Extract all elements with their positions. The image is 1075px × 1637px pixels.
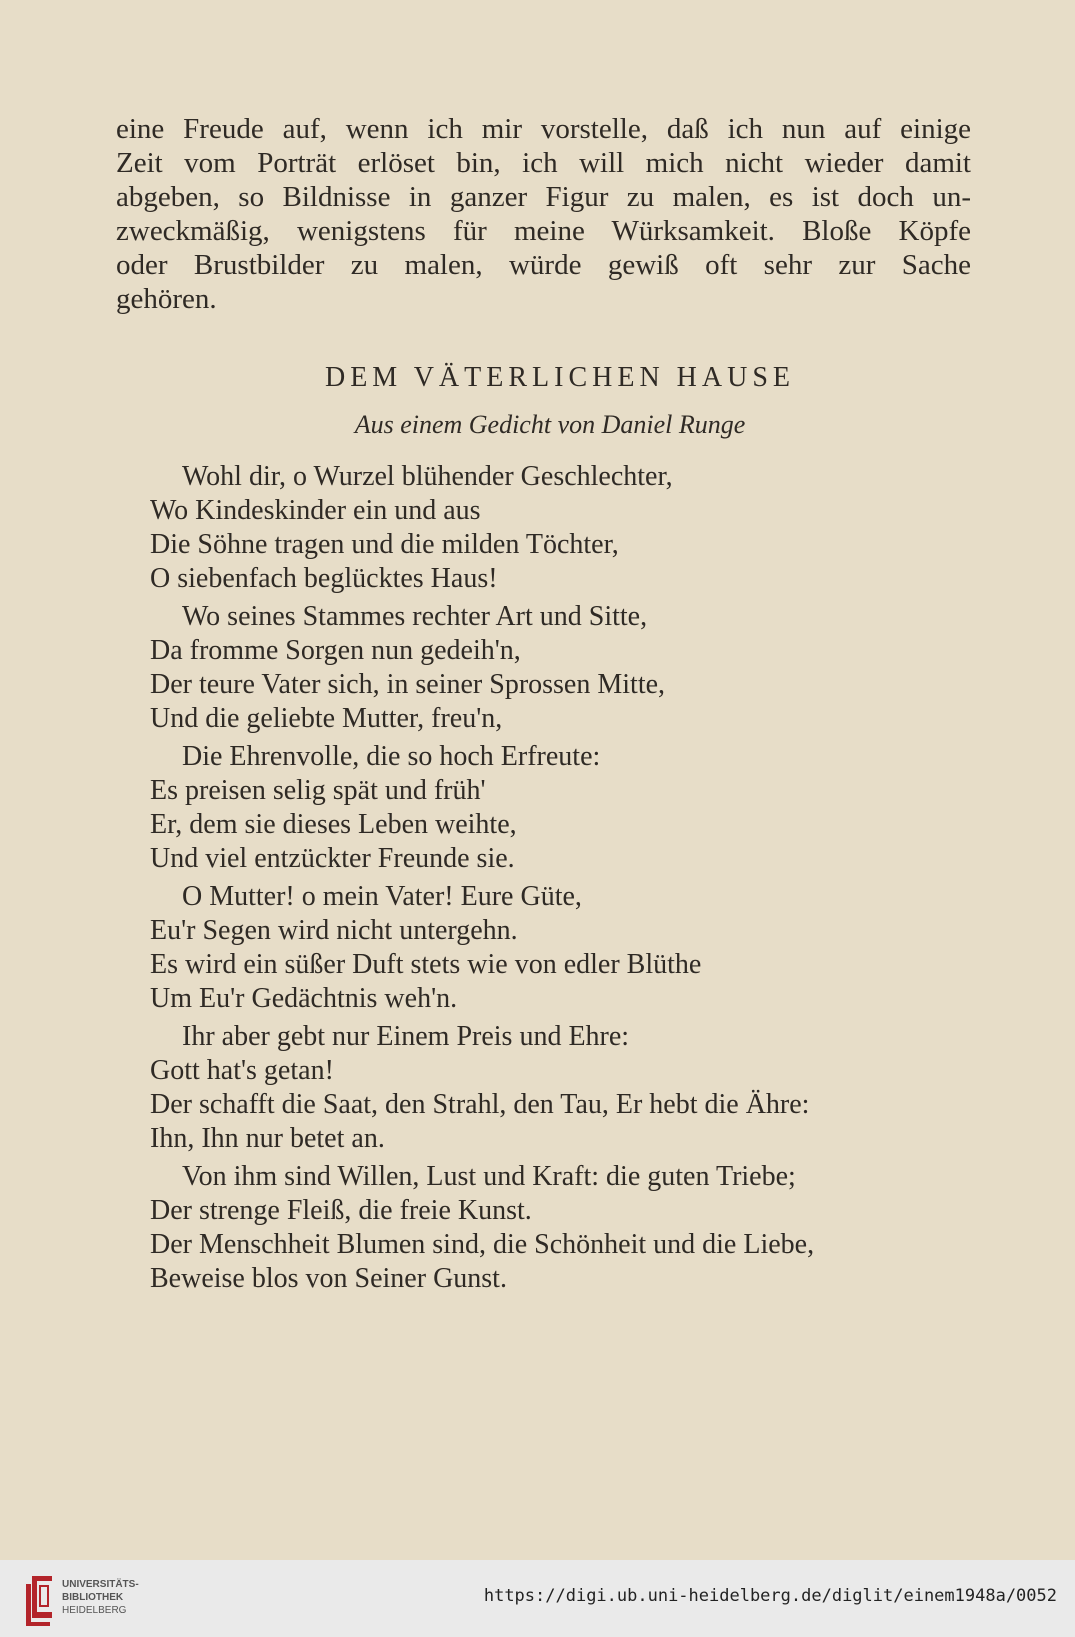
poem-line: Und die geliebte Mutter, freu'n, bbox=[150, 703, 503, 734]
poem-stanza bbox=[150, 740, 970, 876]
poem-line: Der Menschheit Blumen sind, die Schönheit und die Liebe, bbox=[150, 1229, 815, 1260]
prose-line: zweckmäßig, wenigstens für meine Würksamkeit. Bloße Köpfe bbox=[116, 215, 971, 247]
institution-line: BIBLIOTHEK bbox=[62, 1592, 124, 1603]
poem-title: DEM VÄTERLICHEN HAUSE bbox=[324, 362, 796, 393]
poem-line: Die Ehrenvolle, die so hoch Erfreute: bbox=[182, 741, 601, 772]
poem-line: Wo seines Stammes rechter Art und Sitte, bbox=[182, 601, 648, 632]
institution-line: HEIDELBERG bbox=[62, 1605, 127, 1616]
poem-line: Gott hat's getan! bbox=[150, 1055, 334, 1086]
poem-line: Der schafft die Saat, den Strahl, den Tau, Er hebt die Ähre: bbox=[150, 1089, 810, 1120]
poem bbox=[150, 460, 970, 1300]
prose-line: gehören. bbox=[116, 283, 217, 315]
poem-stanza bbox=[150, 600, 970, 736]
poem-line: Von ihm sind Willen, Lust und Kraft: die guten Triebe; bbox=[182, 1161, 796, 1192]
prose-line: eine Freude auf, wenn ich mir vorstelle, daß ich nun auf einige bbox=[116, 113, 971, 145]
poem-stanza bbox=[150, 880, 970, 1016]
prose-line: oder Brustbilder zu malen, würde gewiß oft sehr zur Sache bbox=[116, 249, 971, 281]
poem-line: Ihr aber gebt nur Einem Preis und Ehre: bbox=[182, 1021, 630, 1052]
poem-subtitle: Aus einem Gedicht von Daniel Runge bbox=[354, 410, 746, 439]
poem-line: Die Söhne tragen und die milden Töchter, bbox=[150, 529, 619, 560]
poem-line: Der teure Vater sich, in seiner Sprossen Mitte, bbox=[150, 669, 666, 700]
poem-line: O Mutter! o mein Vater! Eure Güte, bbox=[182, 881, 582, 912]
prose-line: Zeit vom Porträt erlöset bin, ich will mich nicht wieder damit bbox=[116, 147, 971, 179]
library-footer bbox=[0, 1560, 1075, 1637]
institution-line: UNIVERSITÄTS- bbox=[62, 1579, 139, 1590]
ub-heidelberg-logo-icon[interactable] bbox=[22, 1572, 56, 1628]
poem-line: Um Eu'r Gedächtnis weh'n. bbox=[150, 983, 458, 1014]
poem-line: Beweise blos von Seiner Gunst. bbox=[150, 1263, 507, 1294]
prose-paragraph bbox=[116, 112, 971, 316]
poem-stanza bbox=[150, 1160, 970, 1296]
poem-line: Eu'r Segen wird nicht untergehn. bbox=[150, 915, 518, 946]
poem-line: Er, dem sie dieses Leben weihte, bbox=[150, 809, 517, 840]
prose-line: abgeben, so Bildnisse in ganzer Figur zu malen, es ist doch un- bbox=[116, 181, 971, 213]
poem-line: Wo Kindeskinder ein und aus bbox=[150, 495, 481, 526]
poem-stanza bbox=[150, 460, 970, 596]
poem-line: Da fromme Sorgen nun gedeih'n, bbox=[150, 635, 521, 666]
permalink-url[interactable]: https://digi.ub.uni-heidelberg.de/diglit/einem1948a/0052 bbox=[483, 1586, 1057, 1606]
poem-line: Und viel entzückter Freunde sie. bbox=[150, 843, 515, 874]
poem-line: Ihn, Ihn nur betet an. bbox=[150, 1123, 385, 1154]
poem-line: Es wird ein süßer Duft stets wie von edler Blüthe bbox=[150, 949, 702, 980]
poem-line: Es preisen selig spät und früh' bbox=[150, 775, 486, 806]
poem-line: Wohl dir, o Wurzel blühender Geschlechter, bbox=[182, 461, 673, 492]
institution-name bbox=[62, 1578, 139, 1617]
poem-stanza bbox=[150, 1020, 970, 1156]
poem-line: Der strenge Fleiß, die freie Kunst. bbox=[150, 1195, 532, 1226]
poem-line: O siebenfach beglücktes Haus! bbox=[150, 563, 498, 594]
